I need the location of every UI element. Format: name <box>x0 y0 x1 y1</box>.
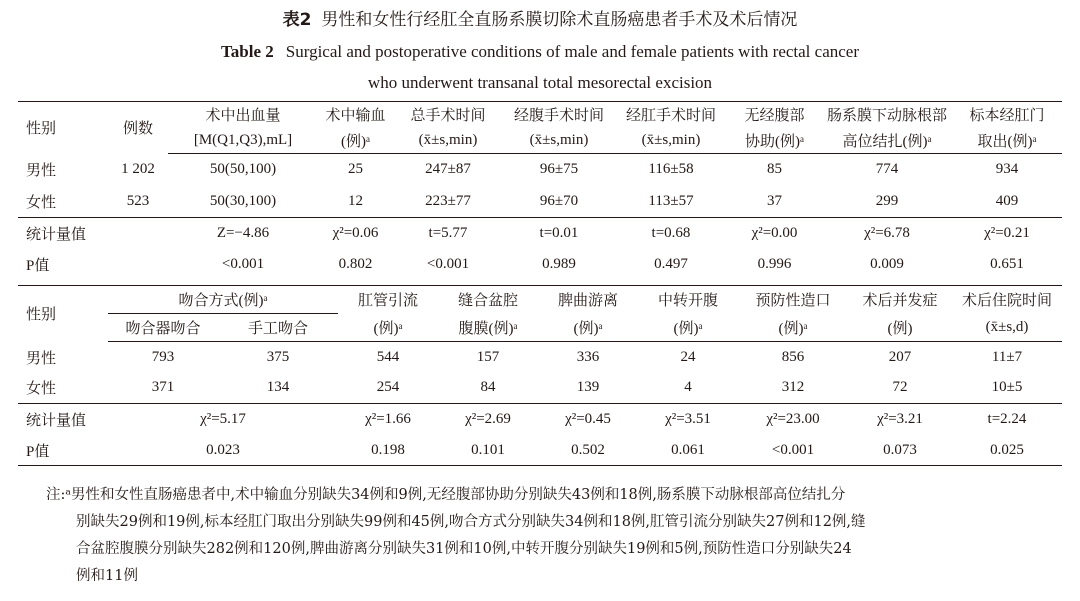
p-value-row <box>18 436 1062 466</box>
p-label: P值 <box>26 443 50 460</box>
header-handsewn: 手工吻合 <box>218 314 338 342</box>
stat-value: χ²=5.17 <box>108 404 338 436</box>
header-anal-time: 经肛手术时间 <box>625 108 716 125</box>
header-blood-loss-unit: [M(Q1,Q3),mL] <box>168 128 318 154</box>
table-cell: 223±77 <box>425 192 471 209</box>
p-value: 0.996 <box>757 256 792 272</box>
header-no-abdominal-assist: 无经腹部 <box>744 108 805 125</box>
table-cell: 84 <box>480 379 496 396</box>
p-value: <0.001 <box>771 441 815 458</box>
stat-value: χ²=1.66 <box>338 404 438 436</box>
header-anal-time-unit: (x̄±s,min) <box>615 128 727 154</box>
table-cell: 793 <box>151 348 175 365</box>
header-hospital-stay: 术后住院时间 <box>961 293 1052 310</box>
surgical-conditions-table <box>18 101 1062 280</box>
header-stoma: 预防性造口 <box>755 293 831 310</box>
table-note-line-3: 合盆腔腹膜分别缺失282例和120例,脾曲游离分别缺失31例和10例,中转开腹分别缺失19例和5例,预防性造口分别缺失24 <box>76 541 852 557</box>
table-cell: 336 <box>576 348 600 365</box>
table-cell: 139 <box>576 379 600 396</box>
stat-value: χ²=3.21 <box>848 404 952 436</box>
table-label-en: Table 2 <box>221 42 274 61</box>
stat-value: χ²=2.69 <box>438 404 538 436</box>
row-label-female: 女性 <box>26 381 57 398</box>
table-cell: 312 <box>781 379 805 396</box>
header-anal-drainage-unit: (例)ᵃ <box>338 314 438 342</box>
header-anastomosis: 吻合方式(例)ᵃ <box>108 286 338 314</box>
header-ima-ligation-unit: 高位结扎(例)ᵃ <box>822 128 952 154</box>
row-label-male: 男性 <box>26 163 57 179</box>
header-splenic-flexure-unit: (例)ᵃ <box>538 314 638 342</box>
p-value-row <box>18 250 1062 280</box>
p-value: 0.802 <box>338 256 373 272</box>
p-value: 0.009 <box>870 256 904 272</box>
table-cell: 50(30,100) <box>209 192 277 209</box>
header-complications-unit: (例) <box>848 314 952 342</box>
stat-value: t=2.24 <box>952 404 1062 436</box>
table-row <box>18 342 1062 373</box>
table-cell: 544 <box>376 348 400 365</box>
header-stoma-unit: (例)ᵃ <box>738 314 848 342</box>
table-cell: 1 202 <box>121 161 155 177</box>
p-label: P值 <box>26 258 50 274</box>
table-title-cn <box>0 7 1080 33</box>
header-anal-drainage: 肛管引流 <box>357 293 418 310</box>
stat-value: χ²=0.45 <box>538 404 638 436</box>
header-specimen-extraction: 标本经肛门 <box>969 108 1045 125</box>
table-cell: 934 <box>995 161 1019 178</box>
header-splenic-flexure: 脾曲游离 <box>557 293 618 310</box>
table-cell: 96±70 <box>539 192 579 209</box>
table-cell: 37 <box>767 192 782 209</box>
header-specimen-extraction-unit: 取出(例)ᵃ <box>952 128 1062 154</box>
stat-value: χ²=0.00 <box>727 218 822 250</box>
header-pelvic-peritoneum-unit: 腹膜(例)ᵃ <box>438 314 538 342</box>
table-cell: 10±5 <box>991 379 1023 396</box>
table-note: 注:ᵃ男性和女性直肠癌患者中,术中输血分别缺失34例和9例,无经腹部协助分别缺失43例和18例,肠系膜下动脉根部高位结扎分 <box>46 487 846 503</box>
table-cell: 134 <box>266 379 290 396</box>
p-value: 0.023 <box>206 441 240 458</box>
p-value: 0.651 <box>990 256 1024 272</box>
table-title-en <box>0 40 1080 64</box>
table-cell: 96±75 <box>539 161 579 178</box>
header-transfusion-unit: (例)ᵃ <box>318 128 393 154</box>
header-abdominal-time-unit: (x̄±s,min) <box>503 128 615 154</box>
row-label-female: 女性 <box>26 194 57 211</box>
header-total-time: 总手术时间 <box>410 108 486 125</box>
stat-value: Z=−4.86 <box>168 218 318 250</box>
stat-value: χ²=0.21 <box>952 218 1062 250</box>
table-cell: 207 <box>888 348 912 365</box>
table-row <box>18 373 1062 404</box>
postoperative-conditions-table <box>18 285 1062 466</box>
table-title-en-line-2: who underwent transanal total mesorectal excision <box>367 73 713 92</box>
table-cell: 85 <box>767 161 782 178</box>
table-row <box>18 154 1062 186</box>
table-row <box>18 186 1062 218</box>
table-title-cn-text: 男性和女性行经肛全直肠系膜切除术直肠癌患者手术及术后情况 <box>321 10 798 30</box>
table-cell: 523 <box>126 192 150 209</box>
stat-row <box>18 404 1062 436</box>
table-cell: 371 <box>151 379 175 396</box>
header-sex: 性别 <box>26 121 57 138</box>
table-cell: 11±7 <box>991 348 1023 365</box>
table-note-line-4: 例和11例 <box>76 568 138 584</box>
table-cell: 409 <box>995 192 1019 209</box>
header-cases: 例数 <box>122 121 153 138</box>
stat-label: 统计量值 <box>18 404 108 436</box>
header-sex: 性别 <box>26 307 57 324</box>
header-no-abdominal-assist-unit: 协助(例)ᵃ <box>727 128 822 154</box>
p-value: 0.502 <box>571 441 605 458</box>
header-transfusion: 术中输血 <box>325 108 386 125</box>
table-cell: 25 <box>348 161 363 178</box>
table-cell: 375 <box>266 348 290 365</box>
table-cell: 4 <box>684 379 692 396</box>
stat-value: χ²=23.00 <box>738 404 848 436</box>
stat-row <box>18 218 1062 250</box>
header-blood-loss: 术中出血量 <box>205 108 281 125</box>
p-value: 0.073 <box>883 441 917 458</box>
header-ima-ligation: 肠系膜下动脉根部 <box>826 108 947 125</box>
table-cell: 299 <box>875 192 899 209</box>
table-cell: 12 <box>348 192 363 209</box>
header-total-time-unit: (x̄±s,min) <box>393 128 503 154</box>
stat-value: t=0.68 <box>615 218 727 250</box>
row-label-male: 男性 <box>26 350 57 367</box>
p-value: <0.001 <box>221 256 265 272</box>
p-value: 0.989 <box>542 256 576 272</box>
table-cell: 247±87 <box>425 161 471 178</box>
p-value: 0.497 <box>654 256 688 272</box>
table-title-en-text-1: Surgical and postoperative conditions of male and female patients with rectal cancer <box>285 42 859 61</box>
table-cell: 774 <box>875 161 899 178</box>
stat-value: χ²=0.06 <box>318 218 393 250</box>
header-conversion: 中转开腹 <box>657 293 718 310</box>
p-value: 0.025 <box>990 441 1024 458</box>
p-value: <0.001 <box>426 256 470 272</box>
header-stapler: 吻合器吻合 <box>108 314 218 342</box>
stat-value: χ²=3.51 <box>638 404 738 436</box>
table-note-line-2: 别缺失29例和19例,标本经肛门取出分别缺失99例和45例,吻合方式分别缺失34例和18例,肛管引流分别缺失27例和12例,缝 <box>76 514 866 530</box>
table-cell: 254 <box>376 379 400 396</box>
header-abdominal-time: 经腹手术时间 <box>513 108 604 125</box>
stat-label: 统计量值 <box>18 218 108 250</box>
header-pelvic-peritoneum: 缝合盆腔 <box>457 293 518 310</box>
header-hospital-stay-unit: (x̄±s,d) <box>952 314 1062 342</box>
header-complications: 术后并发症 <box>862 293 938 310</box>
table-cell: 24 <box>680 348 696 365</box>
table-cell: 157 <box>476 348 500 365</box>
table-cell: 856 <box>781 348 805 365</box>
table-cell: 50(50,100) <box>209 161 277 178</box>
stat-value: t=5.77 <box>393 218 503 250</box>
table-label-cn: 表2 <box>282 10 312 30</box>
p-value: 0.101 <box>471 441 505 458</box>
p-value: 0.198 <box>371 441 405 458</box>
stat-value: t=0.01 <box>503 218 615 250</box>
table-cell: 113±57 <box>648 192 694 209</box>
p-value: 0.061 <box>671 441 705 458</box>
table-cell: 116±58 <box>648 161 694 178</box>
table-cell: 72 <box>892 379 908 396</box>
header-conversion-unit: (例)ᵃ <box>638 314 738 342</box>
stat-value: χ²=6.78 <box>822 218 952 250</box>
